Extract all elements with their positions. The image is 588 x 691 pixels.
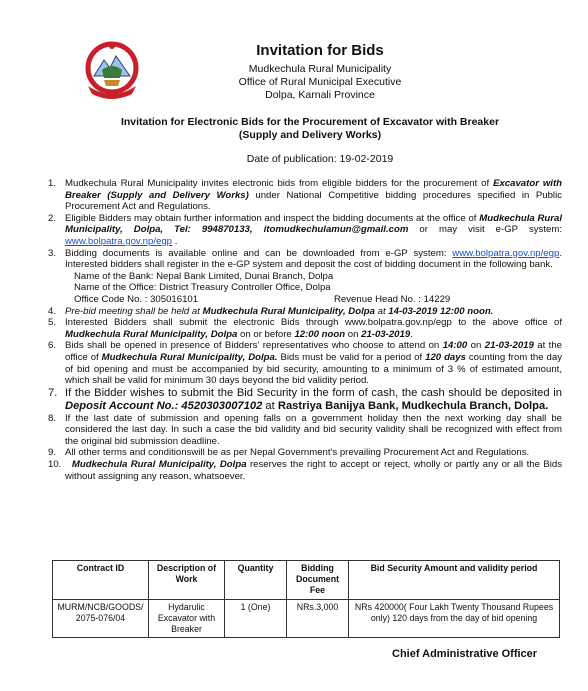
table-row <box>53 600 560 638</box>
bold-run: Mudkechula Rural Municipality, Dolpa <box>65 328 238 340</box>
item-text <box>65 178 562 213</box>
bold-run: 21-03-2019 <box>484 340 534 352</box>
office-code: Office Code No. : 305016101 <box>74 293 199 305</box>
text-run: at <box>262 399 278 412</box>
text-run: Interested Bidders shall submit the electronic Bids through www.bolpatra.gov.np/egp to the above office of <box>65 317 562 329</box>
table-cell: MURM/NCB/GOODS/2075-076/04 <box>53 600 149 638</box>
bold-run: 14-03-2019 12:00 noon. <box>388 305 494 317</box>
location: Dolpa, Karnali Province <box>265 89 375 101</box>
subtitle <box>60 116 560 142</box>
bold-run: 120 days <box>425 351 466 363</box>
bank-name: Name of the Bank: Nepal Bank Limited, Dunai Branch, Dolpa <box>74 270 334 282</box>
bids-table <box>52 560 560 638</box>
bold-run: Mudkechula Rural Municipality, Dolpa. <box>101 351 278 363</box>
notice-body <box>48 178 562 482</box>
egp-link[interactable]: www.bolpatra.gov.np/egp <box>65 235 173 247</box>
text-run: at the office of <box>65 340 562 363</box>
column-header: Quantity <box>225 561 287 600</box>
list-item <box>48 178 562 213</box>
item-number: 5. <box>48 317 57 329</box>
item-text <box>65 340 562 386</box>
office-code-row <box>48 294 562 306</box>
bold-run: Mudkechula Rural Municipality, Dolpa <box>71 459 247 471</box>
text-run: Pre-bid meeting shall be held at <box>65 305 203 317</box>
text-run: . <box>410 328 413 340</box>
signature-title: Chief Administrative Officer <box>392 648 538 660</box>
text-run: on or before <box>237 328 295 340</box>
header <box>160 42 480 102</box>
text-run: on <box>467 340 485 352</box>
item-number: 1. <box>48 178 57 189</box>
subtitle-line-2: (Supply and Delivery Works) <box>238 129 382 141</box>
text-run: Mudkechula Rural Municipality invites electronic bids from eligible bidders for the procurement of <box>65 178 494 189</box>
item-text <box>65 306 562 318</box>
item-text <box>65 387 562 413</box>
text-run: under National Competitive bidding procedures specified in Public Procurement Act and Regulations. <box>65 189 562 213</box>
table-header-row <box>53 561 560 600</box>
item-number: 8. <box>48 412 57 424</box>
list-item <box>48 447 562 459</box>
text-run: reserves the right to accept or reject, wholly or partly any or all the Bids without assigning any reason, whatsoever. <box>65 459 563 482</box>
egp-link[interactable]: www.bolpatra.gov.np/egp <box>452 247 560 259</box>
office-name: Office of Rural Municipal Executive <box>238 76 402 88</box>
subtitle-line-1: Invitation for Electronic Bids for the Procurement of Excavator with Breaker <box>120 116 500 128</box>
text-run: counting from the day of bid opening and must be accompanied by bid security, amounting to a minimum of 3 % of estimated amount, which shall be valid for minimum 30 days beyond the bid validity period. <box>65 351 562 387</box>
table-cell: NRs 420000( Four Lakh Twenty Thousand Rupees only) 120 days from the day of bid opening <box>349 600 560 638</box>
text-run: or may visit e-GP system: <box>408 224 562 236</box>
publication-date: Date of publication: 19-02-2019 <box>246 153 394 165</box>
item-text: All other terms and conditionswill be as per Nepal Government's prevailing Procurement Act and Regulations. <box>65 447 530 459</box>
text-run: at <box>374 305 389 317</box>
text-run: . Interested bidders shall register in the e-GP system and deposit the cost of bidding document in the following bank. <box>65 247 562 271</box>
list-item <box>48 340 562 386</box>
text-run: Eligible Bidders may obtain further information and inspect the bidding documents at the office of <box>65 212 480 224</box>
column-header: Contract ID <box>53 561 149 600</box>
item-text <box>65 248 562 271</box>
list-item <box>48 413 562 448</box>
list-item <box>48 306 562 318</box>
text-run: Bids shall be opened in presence of Bidders' representatives who choose to attend on <box>65 340 443 352</box>
column-header: Bid Security Amount and validity period <box>349 561 560 600</box>
item-number: 4. <box>48 305 57 317</box>
text-run: Bidding documents is available online and can be downloaded from e-GP system: <box>65 247 453 259</box>
item-text: If the last date of submission and opening falls on a government holiday then the next working day shall be considered the last day. In such a case the bid validity and bid security validity shall be recognized with effect from the original bid submission deadline. <box>65 412 562 447</box>
item-number: 9. <box>48 447 57 459</box>
list-item <box>48 317 562 340</box>
item-text <box>65 317 562 340</box>
text-run: . <box>172 235 178 247</box>
column-header: Description of Work <box>149 561 225 600</box>
bold-run: Deposit Account No.: 4520303007102 <box>65 399 263 412</box>
org-name: Mudkechula Rural Municipality <box>248 63 392 75</box>
item-number: 7. <box>48 386 58 399</box>
table-cell: NRs.3,000 <box>287 600 349 638</box>
item-number: 6. <box>48 340 57 352</box>
bold-run: 21-03-2019 <box>361 328 411 340</box>
text-run: on <box>345 328 362 340</box>
bold-run: Mudkechula Rural Municipality, Dolpa, Tel: 994870133, itomudkechulamun@gmail.com <box>65 212 562 236</box>
page-title: Invitation for Bids <box>256 42 384 59</box>
item-text <box>65 213 562 248</box>
bold-run: Rastriya Banijya Bank, Mudkechula Branch, Dolpa. <box>277 399 549 412</box>
bold-run: 12:00 noon <box>294 328 346 340</box>
list-item <box>48 248 562 271</box>
list-item <box>48 387 562 413</box>
table-cell: 1 (One) <box>225 600 287 638</box>
revenue-head: Revenue Head No. : 14229 <box>334 293 451 305</box>
item-number: 2. <box>48 212 57 224</box>
item-number: 10. <box>48 459 62 471</box>
office-name-line: Name of the Office: District Treasury Controller Office, Dolpa <box>74 282 331 294</box>
bold-run: 14:00 <box>442 340 468 352</box>
text-run: Bids must be valid for a period of <box>277 351 426 363</box>
item-number: 3. <box>48 247 57 259</box>
bold-run: Excavator with Breaker (Supply and Delivery Works) <box>65 178 562 201</box>
item-text <box>65 459 562 482</box>
list-item <box>48 213 562 248</box>
nepal-emblem-icon <box>80 40 144 102</box>
bold-run: Mudkechula Rural Municipality, Dolpa <box>202 305 375 317</box>
column-header: Bidding Document Fee <box>287 561 349 600</box>
list-item <box>48 459 562 482</box>
table-cell: Hydarulic Excavator with Breaker <box>149 600 225 638</box>
text-run: If the Bidder wishes to submit the Bid Security in the form of cash, the cash should be deposited in <box>65 386 562 399</box>
